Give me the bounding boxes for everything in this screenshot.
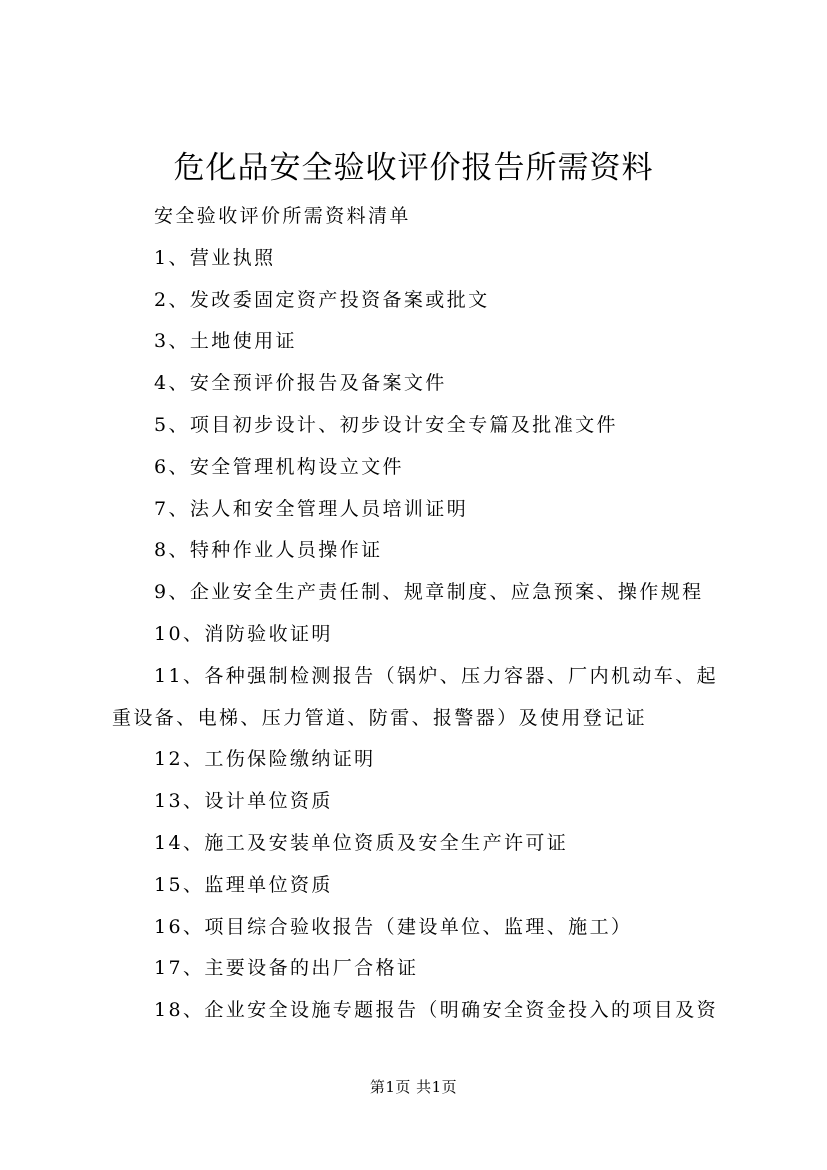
list-item: 17、主要设备的出厂合格证 <box>154 957 419 980</box>
list-item: 16、项目综合验收报告（建设单位、监理、施工） <box>154 915 633 938</box>
list-item: 5、项目初步设计、初步设计安全专篇及批准文件 <box>154 413 618 436</box>
list-item: 1、营业执照 <box>154 246 276 269</box>
list-item: 9、企业安全生产责任制、规章制度、应急预案、操作规程 <box>154 581 704 604</box>
list-item: 12、工伤保险缴纳证明 <box>154 748 376 771</box>
list-item: 18、企业安全设施专题报告（明确安全资金投入的项目及资 <box>154 999 718 1022</box>
page-footer: 第1页 共1页 <box>369 1078 458 1096</box>
list-item: 10、消防验收证明 <box>154 622 333 645</box>
list-heading: 安全验收评价所需资料清单 <box>154 205 411 227</box>
document-body <box>112 196 724 1032</box>
list-item: 14、施工及安装单位资质及安全生产许可证 <box>154 831 569 854</box>
document-title: 危化品安全验收评价报告所需资料 <box>173 150 654 186</box>
list-item: 13、设计单位资质 <box>154 790 333 813</box>
list-item: 6、安全管理机构设立文件 <box>154 455 404 478</box>
list-item: 2、发改委固定资产投资备案或批文 <box>154 288 490 311</box>
list-item: 7、法人和安全管理人员培训证明 <box>154 497 469 520</box>
list-item: 8、特种作业人员操作证 <box>154 539 383 562</box>
list-item: 4、安全预评价报告及备案文件 <box>154 372 447 395</box>
list-item: 15、监理单位资质 <box>154 873 333 896</box>
list-item: 11、各种强制检测报告（锅炉、压力容器、厂内机动车、起重设备、电梯、压力管道、防雷、报警器）及使用登记证 <box>112 664 718 729</box>
list-item: 3、土地使用证 <box>154 330 297 353</box>
